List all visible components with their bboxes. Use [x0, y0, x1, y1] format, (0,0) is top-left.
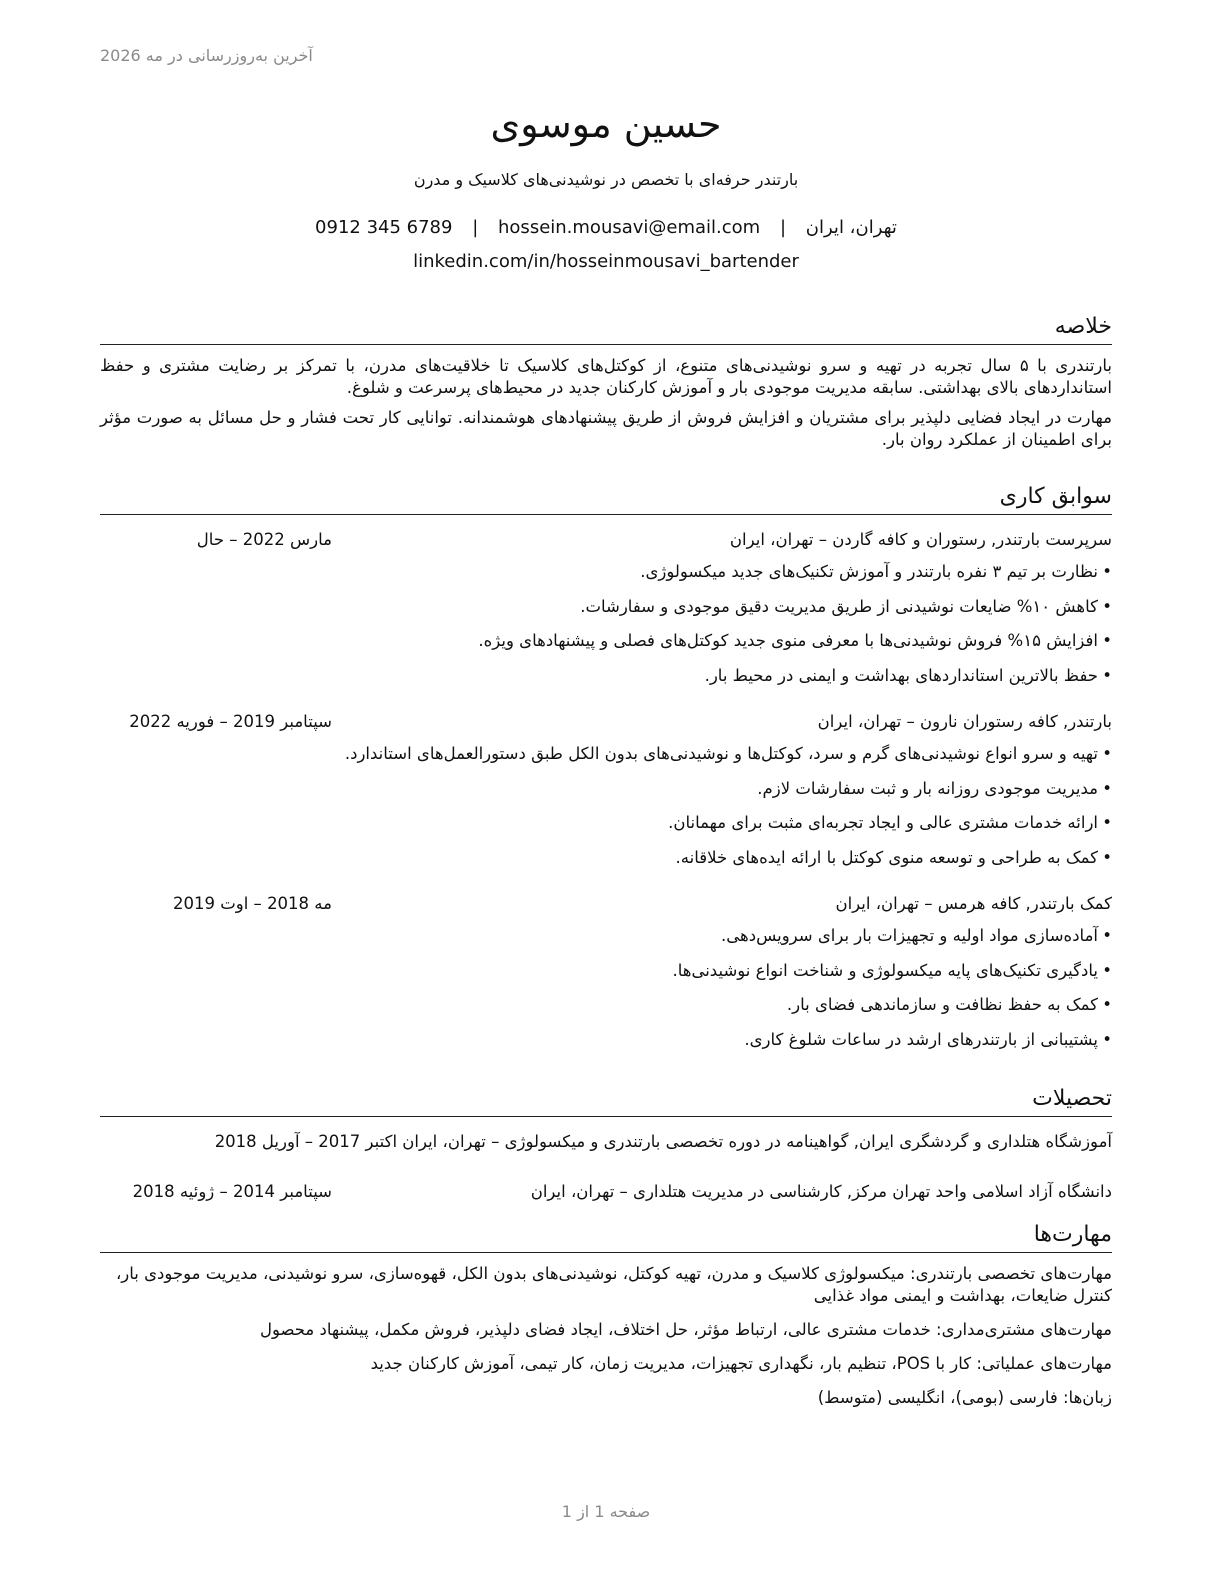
contact-location: تهران، ایران [805, 217, 897, 238]
job-header [100, 525, 1112, 555]
job-date: مارس 2022 – حال [196, 530, 332, 549]
job-bullets [100, 555, 1112, 693]
list-item: •نظارت بر تیم ۳ نفره بارتندر و آموزش تکنیک‌های جدید میکسولوژی. [100, 555, 1112, 590]
job-entry [100, 889, 1112, 1057]
last-updated: آخرین به‌روزرسانی در مه 2026 [100, 46, 313, 65]
skill-line: مهارت‌های مشتری‌مداری: خدمات مشتری عالی، ارتباط مؤثر، حل اختلاف، ایجاد فضای دلپذیر، فروش مکمل، پیشنهاد محصول [259, 1320, 1112, 1339]
job-entry [100, 525, 1112, 693]
bullet-icon: • [1102, 995, 1112, 1014]
section-title: مهارت‌ها [100, 1220, 1112, 1253]
job-header [100, 707, 1112, 737]
skill-line: مهارت‌های عملیاتی: کار با POS، تنظیم بار، نگهداری تجهیزات، مدیریت زمان، کار تیمی، آموزش کارکنان جدید [370, 1354, 1112, 1373]
list-item: •تهیه و سرو انواع نوشیدنی‌های گرم و سرد، کوکتل‌ها و نوشیدنی‌های بدون الکل طبق دستورالعمل‌های استاندارد. [100, 737, 1112, 772]
job-header [100, 889, 1112, 919]
bullet-icon: • [1102, 744, 1112, 763]
list-item: •کاهش ۱۰% ضایعات نوشیدنی از طریق مدیریت دقیق موجودی و سفارشات. [100, 590, 1112, 625]
summary-paragraph: بارتندری با ۵ سال تجربه در تهیه و سرو نوشیدنی‌های متنوع، از کوکتل‌های کلاسیک تا خلاقیت‌های مدرن، با تمرکز بر رضایت مشتری و حفظ استانداردهای بالای بهداشتی. سابقه مدیریت موجودی بار و آموزش کارکنان جدید در محیط‌های پرسرعت و شلوغ. [100, 356, 1113, 397]
bullet-icon: • [1102, 665, 1112, 685]
bullet-icon: • [1102, 813, 1112, 832]
list-item: •پشتیبانی از بارتندرهای ارشد در ساعات شلوغ کاری. [100, 1023, 1112, 1058]
bullet-icon: • [1102, 631, 1112, 650]
list-item: •کمک به حفظ نظافت و سازماندهی فضای بار. [100, 988, 1112, 1023]
contact-separator: | [779, 217, 787, 238]
job-title: سرپرست بارتندر, رستوران و کافه گاردن – تهران، ایران [729, 530, 1112, 549]
skill-line: مهارت‌های تخصصی بارتندری: میکسولوژی کلاسیک و مدرن، تهیه کوکتل، نوشیدنی‌های بدون الکل، قهوه‌سازی، سرو نوشیدنی، مدیریت موجودی بار، کنترل ضایعات، بهداشت و ایمنی مواد غذایی [115, 1264, 1112, 1305]
job-bullets [100, 737, 1112, 875]
list-item: •ارائه خدمات مشتری عالی و ایجاد تجربه‌ای مثبت برای مهمانان. [100, 806, 1112, 841]
summary-paragraph: مهارت در ایجاد فضایی دلپذیر برای مشتریان و افزایش فروش از طریق پیشنهادهای هوشمندانه. توانایی کار تحت فشار و حل مسائل به صورت مؤثر برای اطمینان از عملکرد روان بار. [100, 408, 1112, 449]
bullet-icon: • [1102, 926, 1112, 945]
resume-header [100, 96, 1112, 279]
list-item: •مدیریت موجودی روزانه بار و ثبت سفارشات لازم. [100, 772, 1112, 807]
list-item: •آماده‌سازی مواد اولیه و تجهیزات بار برای سرویس‌دهی. [100, 919, 1112, 954]
list-item: •حفظ بالاترین استانداردهای بهداشت و ایمنی در محیط بار. [100, 659, 1112, 694]
education-date: سپتامبر 2014 – ژوئیه 2018 [132, 1182, 332, 1201]
job-date: سپتامبر 2019 – فوریه 2022 [129, 712, 332, 731]
contact-line-1 [100, 211, 1112, 245]
section-title: خلاصه [100, 312, 1112, 345]
list-item: •کمک به طراحی و توسعه منوی کوکتل با ارائه ایده‌های خلاقانه. [100, 841, 1112, 876]
list-item: •افزایش ۱۵% فروش نوشیدنی‌ها با معرفی منوی جدید کوکتل‌های فصلی و پیشنهادهای ویژه. [100, 624, 1112, 659]
education-text: آموزشگاه هتلداری و گردشگری ایران, گواهینامه در دوره تخصصی بارتندری و میکسولوژی – تهران، ایران اکتبر 2017 – آوریل 2018 [214, 1132, 1112, 1151]
skill-line: زبان‌ها: فارسی (بومی)، انگلیسی (متوسط) [817, 1388, 1112, 1407]
experience-section [100, 482, 1112, 1071]
candidate-name: حسین موسوی [490, 102, 722, 146]
education-text: دانشگاه آزاد اسلامی واحد تهران مرکز, کارشناسی در مدیریت هتلداری – تهران، ایران [530, 1182, 1112, 1201]
skills-section [100, 1220, 1112, 1421]
resume-page [100, 0, 1112, 1584]
bullet-icon: • [1102, 778, 1112, 798]
list-item: •یادگیری تکنیک‌های پایه میکسولوژی و شناخت انواع نوشیدنی‌ها. [100, 954, 1112, 989]
contact-info [100, 211, 1112, 279]
contact-phone: 0912 345 6789 [315, 217, 453, 238]
education-section [100, 1084, 1112, 1227]
section-title: سوابق کاری [100, 482, 1112, 515]
candidate-subtitle: بارتندر حرفه‌ای با تخصص در نوشیدنی‌های کلاسیک و مدرن [413, 170, 799, 189]
education-entry [100, 1127, 1112, 1177]
contact-separator: | [472, 217, 479, 238]
contact-linkedin[interactable]: linkedin.com/in/hosseinmousavi_bartender [413, 251, 799, 272]
job-bullets [100, 919, 1112, 1057]
bullet-icon: • [1102, 562, 1112, 581]
section-title: تحصیلات [100, 1084, 1112, 1117]
bullet-icon: • [1102, 596, 1112, 616]
job-title: کمک بارتندر, کافه هرمس – تهران، ایران [835, 894, 1112, 913]
education-date: اکتبر 2017 – آوریل 2018 [214, 1132, 398, 1151]
job-date: مه 2018 – اوت 2019 [172, 894, 332, 913]
bullet-icon: • [1102, 960, 1112, 980]
summary-section [100, 312, 1112, 459]
bullet-icon: • [1102, 847, 1112, 867]
contact-email[interactable]: hossein.mousavi@email.com [498, 217, 761, 238]
contact-line-2 [100, 245, 1112, 279]
job-entry [100, 707, 1112, 875]
bullet-icon: • [1102, 1029, 1112, 1049]
job-title: بارتندر, کافه رستوران نارون – تهران، ایران [817, 712, 1112, 731]
page-number: صفحه 1 از 1 [561, 1502, 651, 1521]
